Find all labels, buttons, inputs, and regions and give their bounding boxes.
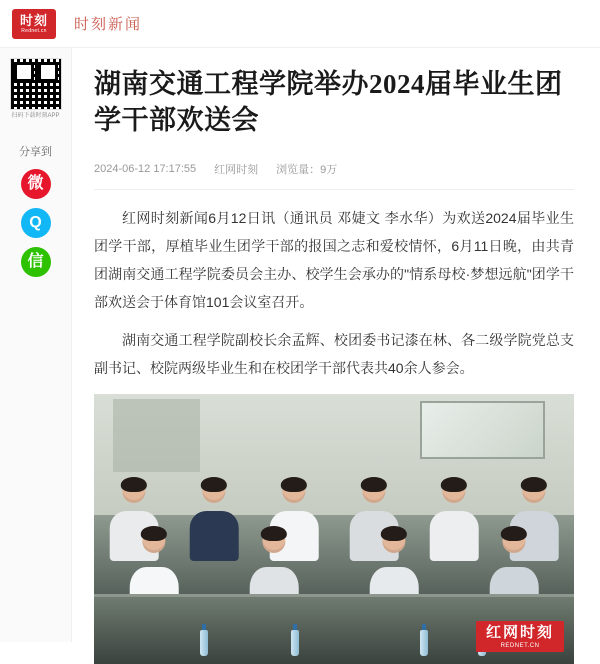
article-source: 红网时刻 bbox=[214, 163, 259, 176]
share-label: 分享到 bbox=[19, 145, 52, 158]
view-count: 浏览量：9万 bbox=[276, 163, 338, 176]
logo-main-text: 时刻 bbox=[19, 12, 48, 28]
share-icon-list bbox=[0, 169, 71, 277]
wechat-share-icon-glyph: 信 bbox=[27, 252, 44, 270]
photo-wall-panel bbox=[113, 399, 199, 472]
article-paragraph: 湖南交通工程学院副校长余孟辉、校团委书记漆在林、各二级学院党总支副书记、校院两级毕业生和在校团学干部代表共40余人参会。 bbox=[94, 331, 574, 376]
site-header bbox=[0, 0, 600, 48]
logo-sub-text: Rednet.cn bbox=[21, 27, 47, 34]
article-meta bbox=[94, 161, 574, 190]
photo-water-bottle bbox=[200, 630, 208, 656]
article-paragraph: 红网时刻新闻6月12日讯（通讯员 邓婕文 李水华）为欢送2024届毕业生团学干部，厚植毕业生团学干部的报国之志和爱校情怀，6月11日晚，由共青团湖南交通工程学院委员会主办、校学生会承办的"情系母校·梦想远航"团学干部欢送会于体育馆101会议室召开。 bbox=[94, 209, 574, 310]
calligraphy-wordmark: 时刻新闻 bbox=[74, 17, 143, 33]
page-title: 湖南交通工程学院举办2024届毕业生团学干部欢送会 bbox=[94, 69, 563, 136]
qr-code-block bbox=[10, 58, 62, 121]
article-body bbox=[72, 48, 600, 649]
photo-watermark-sub: REDNET.CN bbox=[500, 642, 540, 649]
qr-code-caption: 扫码下载时刻APP bbox=[11, 113, 60, 119]
rednet-logo[interactable] bbox=[12, 9, 56, 39]
photo-window bbox=[420, 401, 545, 459]
qq-share-icon-glyph: Q bbox=[29, 213, 42, 231]
weibo-share-icon-glyph: 微 bbox=[27, 174, 44, 192]
publish-datetime: 2024-06-12 17:17:55 bbox=[94, 162, 197, 175]
wechat-share-icon[interactable] bbox=[21, 247, 51, 277]
photo-water-bottle bbox=[291, 630, 299, 656]
left-sidebar bbox=[0, 48, 72, 642]
photo-watermark bbox=[476, 621, 564, 652]
article-photo bbox=[94, 394, 574, 664]
photo-water-bottle bbox=[420, 630, 428, 656]
qr-code-icon[interactable] bbox=[10, 58, 62, 110]
weibo-share-icon[interactable] bbox=[21, 169, 51, 199]
qq-share-icon[interactable] bbox=[21, 208, 51, 238]
photo-watermark-main: 红网时刻 bbox=[485, 623, 554, 641]
